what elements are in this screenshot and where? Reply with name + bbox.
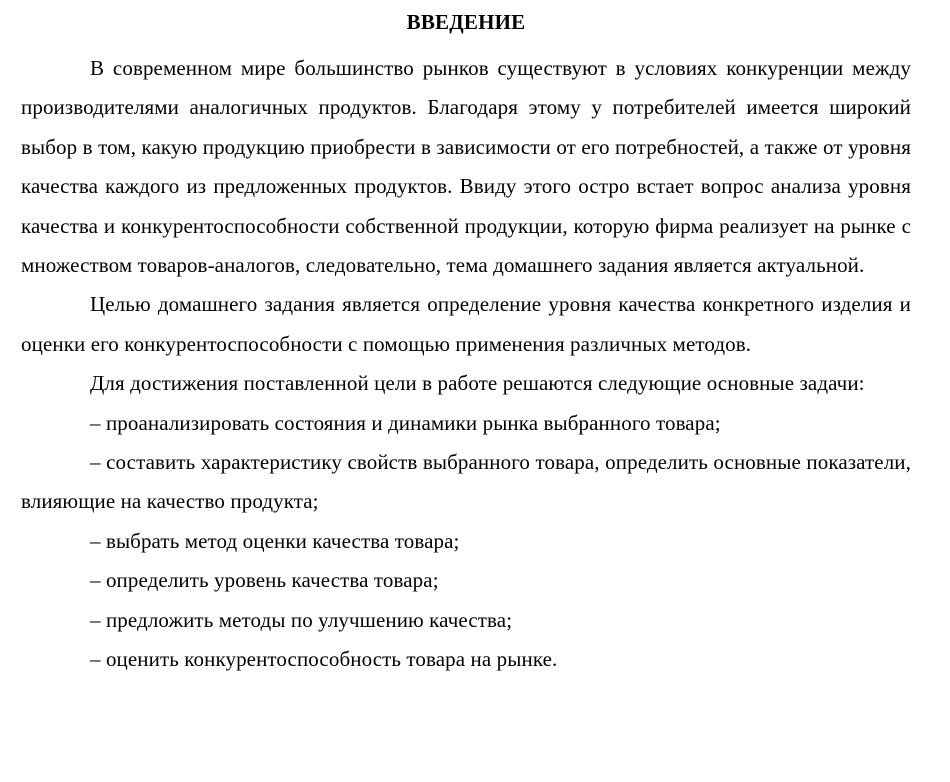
section-title: ВВЕДЕНИЕ xyxy=(406,10,526,34)
goal-paragraph: Целью домашнего задания является определение уровня качества конкретного изделия и оценки его конкурентоспособности с помощью применения различных методов. xyxy=(21,292,911,356)
task-item: – проанализировать состояния и динамики рынка выбранного товара; xyxy=(90,410,721,435)
task-list xyxy=(21,404,911,680)
task-item: – определить уровень качества товара; xyxy=(90,568,439,593)
task-item: – предложить методы по улучшению качества; xyxy=(90,607,513,632)
task-item: – выбрать метод оценки качества товара; xyxy=(90,528,460,553)
task-item: – оценить конкурентоспособность товара на рынке. xyxy=(90,647,558,672)
tasks-intro-paragraph: Для достижения поставленной цели в работе решаются следующие основные задачи: xyxy=(90,371,865,396)
task-item: – составить характеристику свойств выбранного товара, определить основные показатели, влияющие на качество продукта; xyxy=(21,450,911,514)
intro-paragraph: В современном мире большинство рынков существуют в условиях конкуренции между производителями аналогичных продуктов. Благодаря этому у потребителей имеется широкий выбор в том, какую продукцию приобрести в зависимости от его потребностей, а также от уровня качества каждого из предложенных продуктов. Ввиду этого остро встает вопрос анализа уровня качества и конкурентоспособности собственной продукции, которую фирма реализует на рынке с множеством товаров-аналогов, следовательно, тема домашнего задания является актуальной. xyxy=(21,56,911,278)
